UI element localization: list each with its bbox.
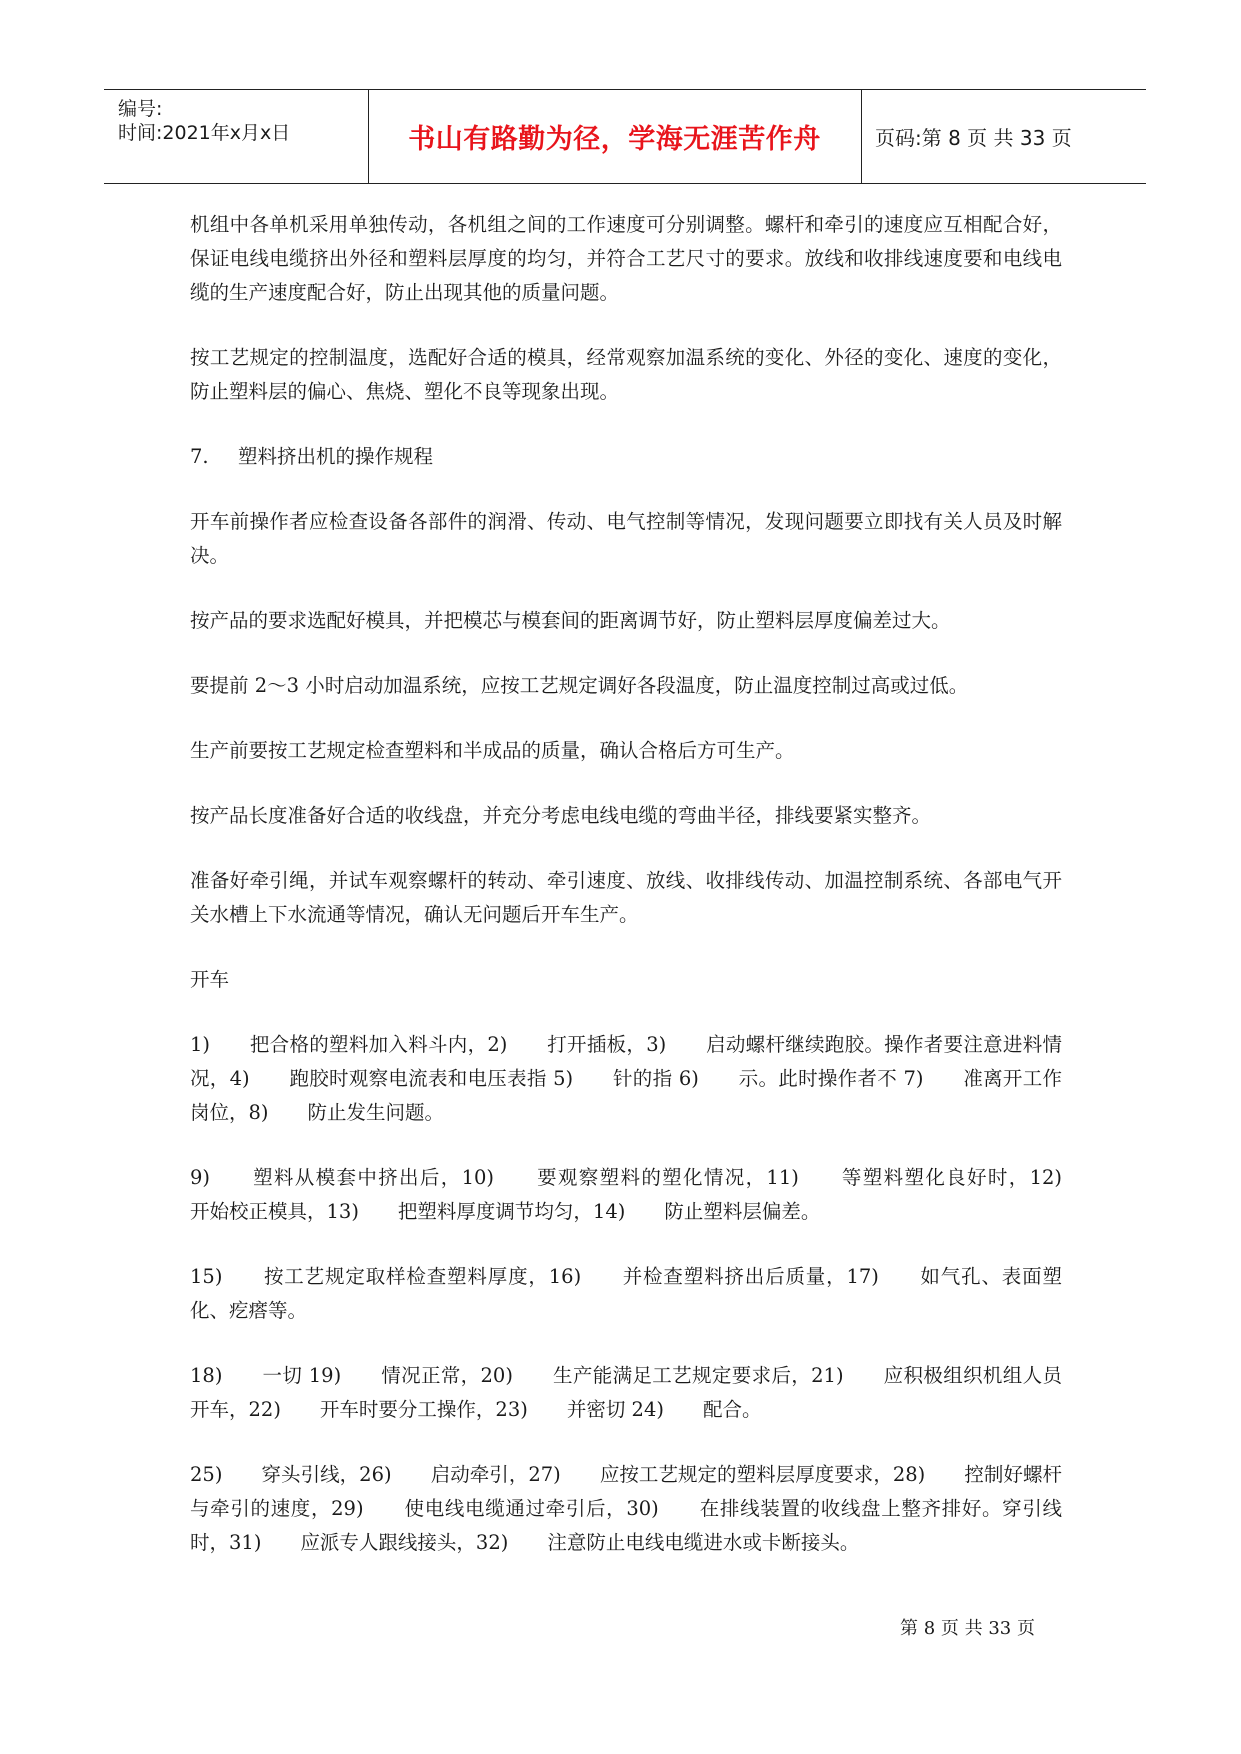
header-motto-cell (368, 90, 862, 183)
paragraph: 生产前要按工艺规定检查塑料和半成品的质量，确认合格后方可生产。 (190, 739, 795, 762)
header-page-info: 页码:第 8 页 共 33 页 (875, 126, 1072, 150)
paragraph: 准备好牵引绳，并试车观察螺杆的转动、牵引速度、放线、收排线传动、加温控制系统、各部电气开关水槽上下水流通等情况，确认无问题后开车生产。 (190, 869, 1062, 926)
section-heading (190, 440, 1062, 474)
paragraph: 要提前 2～3 小时启动加温系统，应按工艺规定调好各段温度，防止温度控制过高或过低。 (190, 674, 969, 697)
page-header (104, 89, 1146, 184)
document-time-label: 时间:2021年x月x日 (118, 122, 291, 144)
header-info-cell (104, 90, 369, 183)
numbered-steps-paragraph: 15) 按工艺规定取样检查塑料厚度，16) 并检查塑料挤出后质量，17) 如气孔、表面塑化、疙瘩等。 (190, 1265, 1062, 1322)
paragraph: 按产品的要求选配好模具，并把模芯与模套间的距离调节好，防止塑料层厚度偏差过大。 (190, 609, 951, 632)
paragraph: 开车 (190, 968, 230, 991)
document-body (190, 208, 1102, 1591)
numbered-steps-paragraph: 18) 一切 19) 情况正常，20) 生产能满足工艺规定要求后，21) 应积极组织机组人员开车，22) 开车时要分工操作，23) 并密切 24) 配合。 (190, 1364, 1062, 1421)
page-footer: 第 8 页 共 33 页 (900, 1618, 1035, 1639)
paragraph: 机组中各单机采用单独传动，各机组之间的工作速度可分别调整。螺杆和牵引的速度应互相配合好，保证电线电缆挤出外径和塑料层厚度的均匀，并符合工艺尺寸的要求。放线和收排线速度要和电线电缆的生产速度配合好，防止出现其他的质量问题。 (190, 213, 1062, 304)
header-page-cell (861, 90, 1146, 183)
document-number-label: 编号: (118, 98, 163, 120)
paragraph: 按产品长度准备好合适的收线盘，并充分考虑电线电缆的弯曲半径，排线要紧实整齐。 (190, 804, 932, 827)
numbered-steps-paragraph: 9) 塑料从模套中挤出后，10) 要观察塑料的塑化情况，11) 等塑料塑化良好时，12) 开始校正模具，13) 把塑料厚度调节均匀，14) 防止塑料层偏差。 (190, 1166, 1102, 1223)
paragraph: 按工艺规定的控制温度，选配好合适的模具，经常观察加温系统的变化、外径的变化、速度的变化，防止塑料层的偏心、焦烧、塑化不良等现象出现。 (190, 346, 1062, 403)
numbered-steps-paragraph: 1) 把合格的塑料加入料斗内，2) 打开插板，3) 启动螺杆继续跑胶。操作者要注意进料情况，4) 跑胶时观察电流表和电压表指 5) 针的指 6) 示。此时操作者不 7) 准离开工作岗位，8) 防止发生问题。 (190, 1033, 1062, 1124)
section-number: 7. (190, 445, 209, 468)
section-title: 塑料挤出机的操作规程 (238, 445, 434, 468)
paragraph: 开车前操作者应检查设备各部件的润滑、传动、电气控制等情况，发现问题要立即找有关人员及时解决。 (190, 510, 1062, 567)
header-motto: 书山有路勤为径，学海无涯苦作舟 (408, 124, 821, 155)
numbered-steps-paragraph: 25) 穿头引线，26) 启动牵引，27) 应按工艺规定的塑料层厚度要求，28) 控制好螺杆与牵引的速度，29) 使电线电缆通过牵引后，30) 在排线装置的收线盘上整齐排好。穿引线时，31) 应派专人跟线接头，32) 注意防止电线电缆进水或卡断接头。 (190, 1463, 1062, 1554)
